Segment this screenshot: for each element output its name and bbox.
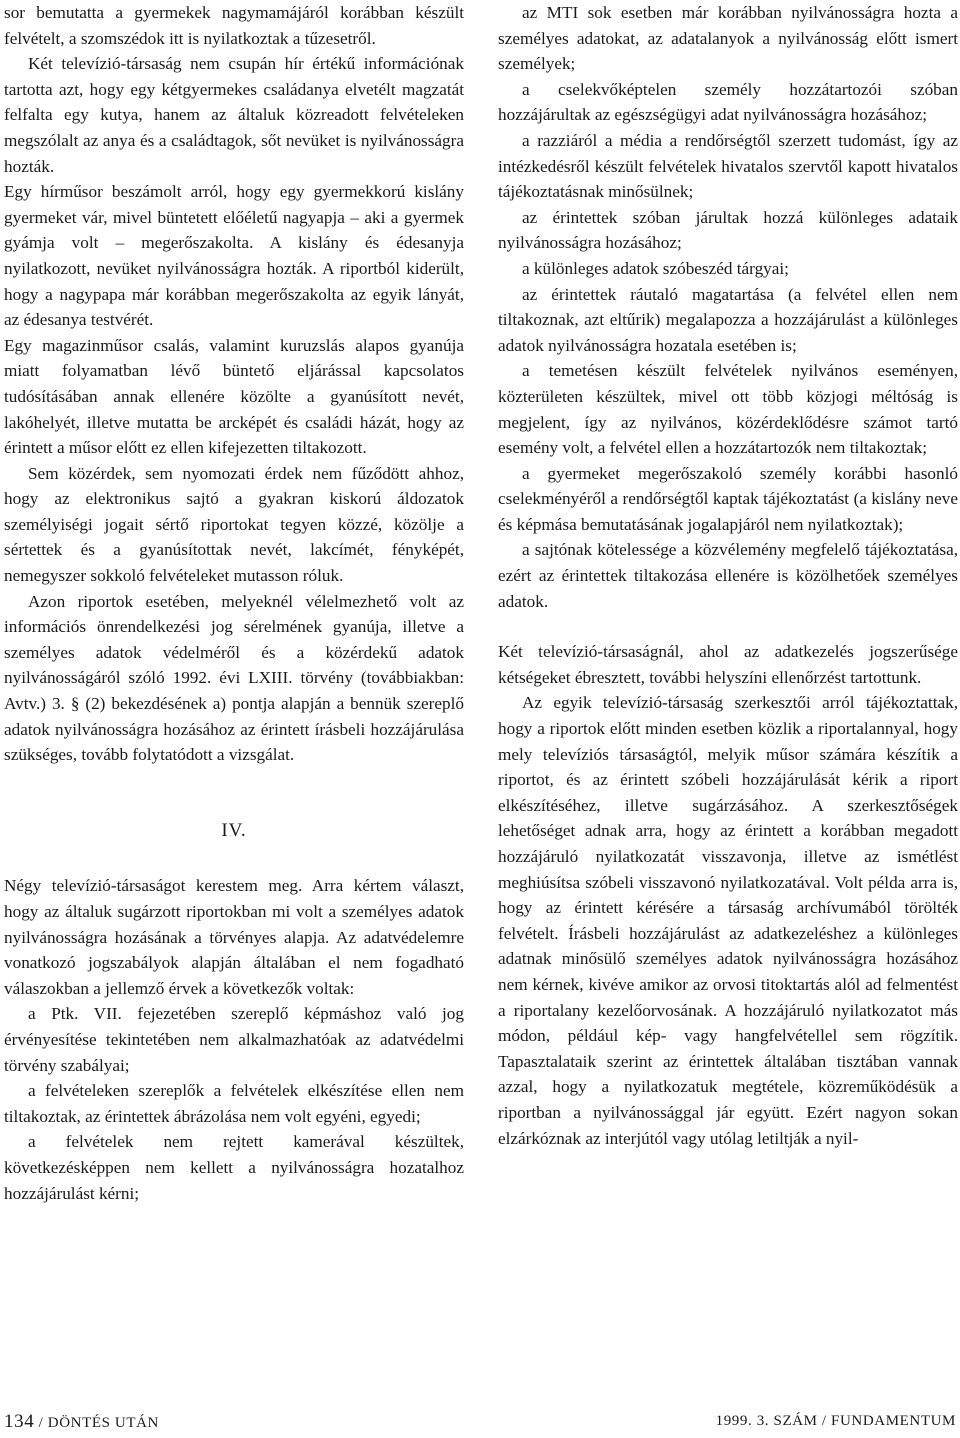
list-item: a sajtónak kötelessége a közvélemény megfelelő tájékoztatása, ezért az érintettek tiltakozása ellenére is közölhetőek személyes adatok. <box>498 540 958 611</box>
list-item: a felvételeken szereplők a felvételek elkészítése ellen nem tiltakoztak, az érintettek ábrázolása nem volt egyéni, egyedi; <box>4 1081 464 1126</box>
right-column <box>498 0 958 1151</box>
journal-issue-label: 1999. 3. SZÁM / FUNDAMENTUM <box>715 1413 956 1429</box>
paragraph: Egy hírműsor beszámolt arról, hogy egy gyermekkorú kislány gyermeket vár, mivel büntetett előéletű nagyapja – aki a gyermek gyámja volt – megerőszakolta. A kislány és édesanyja nyilatkozott, nevüket nyilvánosságra hozták. A riportból kiderült, hogy a nagypapa már korábban megerőszakolta az egyik lányát, az édesanya testvérét. <box>4 182 464 330</box>
paragraph: Négy televízió-társaságot kerestem meg. Arra kértem választ, hogy az általuk sugárzott riportokban mi volt a személyes adatok nyilvánosságra hozásának a törvényes alapja. Az adatvédelemre vonatkozó jogszabályok alapján általában el nem fogadható válaszokban a jellemző érvek a következők voltak: <box>4 876 464 998</box>
left-column <box>4 0 464 1206</box>
list-item: a temetésen készült felvételek nyilvános eseményen, közterületen készültek, mivel ott több közjogi méltóság is megjelent, így az nyilvános, közérdeklődésre számot tartó esemény volt, a felvétel ellen a hozzátartozók nem tiltakoztak; <box>498 361 958 458</box>
list-item: az érintettek szóban járultak hozzá különleges adataik nyilvánosságra hozásához; <box>498 207 958 253</box>
section-heading: IV. <box>221 819 247 841</box>
paragraph: Két televízió-társaságnál, ahol az adatkezelés jogszerűsége kétségeket ébresztett, további helyszíni ellenőrzést tartottunk. <box>498 642 958 687</box>
list-item: a gyermeket megerőszakoló személy korábbi hasonló cselekményéről a rendőrségtől kaptak tájékoztatást (a kislány neve és képmása bemutatásának jogalapjáról nem nyilatkoztak); <box>498 463 958 534</box>
paragraph: sor bemutatta a gyermekek nagymamájáról korábban készült felvételt, a szomszédok itt is nyilatkoztak a tűzesetről. <box>4 3 464 48</box>
list-item: a különleges adatok szóbeszéd tárgyai; <box>522 258 789 278</box>
list-item: a razziáról a média a rendőrségtől szerzett tudomást, így az intézkedésről készült felvételek hivatalos szervtől kapott hivatalos tájékoztatásnak minősülnek; <box>498 130 958 202</box>
list-item: a cselekvőképtelen személy hozzátartozói szóban hozzájárultak az egészségügyi adat nyilvánosságra hozásához; <box>498 79 958 125</box>
paragraph: Sem közérdek, sem nyomozati érdek nem fűződött ahhoz, hogy az elektronikus sajtó a gyakran kiskorú áldozatok személyiségi jogait sértő riportokat tegyen közzé, közölje a sértettek és a gyanúsítottak nevét, lakcímét, fényképét, nemegyszer sokkoló felvételeket mutasson róluk. <box>4 463 464 586</box>
paragraph: Egy magazinműsor csalás, valamint kuruzslás alapos gyanúja miatt folyamatban lévő büntető eljárással kapcsolatos tudósításában annak ellenére közölte a gyanúsított nevét, lakóhelyét, illetve mutatta be arcképét és családi házát, hogy az érintett a műsor előtt ez ellen kifejezetten tiltakozott. <box>4 335 464 458</box>
paragraph: Azon riportok esetében, melyeknél vélelmezhető volt az információs önrendelkezési jog sérelmének gyanúja, illetve a személyes adatok védelméről és a közérdekű adatok nyilvánosságáról szóló 1992. évi LXIII. törvény (továbbiakban: Avtv.) 3. § (2) bekezdésének a) pontja alapján a bennük szereplő adatok nyilvánosságra hozásához az érintett írásbeli hozzájárulása szükséges, tovább folytatódott a vizsgálat. <box>4 591 464 765</box>
section-label: / DÖNTÉS UTÁN <box>38 1415 159 1431</box>
footer-left <box>4 1411 159 1433</box>
list-item: a felvételek nem rejtett kamerával készültek, következésképpen nem kellett a nyilvánosságra hozatalhoz hozzájárulást kérni; <box>4 1132 464 1203</box>
paragraph: Az egyik televízió-társaság szerkesztői arról tájékoztattak, hogy a riportok előtt minden esetben közlik a riportalannyal, hogy mely televíziós társaságtól, melyik műsor számára készítik a riportot, és az érintett szóbeli hozzájárulását kérik a riport elkészítéséhez, illetve sugárzásához. A szerkesztőségek lehetőséget adnak arra, hogy az érintett a korábban megadott hozzájáruló nyilatkozatát visszavonja, illetve az ismétlést meghiúsítsa szóbeli visszavonó nyilatkozatával. Volt példa arra is, hogy az érintett kérésére a társaság archívumából törölték felvételt. Írásbeli hozzájárulást az adatkezeléshez a különleges adatnak minősülő személyes adatok nyilvánosságra hozásához nem kérnek, kivéve amikor az orvosi titoktartás alól ad felmentést a riportalany kezelőorvosának. A hozzájáruló nyilatkozatot más módon, például kép- vagy hangfelvétellel sem rögzítik. Tapasztalataik szerint az érintettek általában tisztában vannak azzal, hogy a nyilatkozatuk megtétele, közreműködésük a riportban a nyilvánossággal jár együtt. Ezért nagyon sokan elzárkóznak az interjútól vagy utólag letiltják a nyil- <box>498 693 958 1148</box>
page-number: 134 <box>4 1411 35 1432</box>
list-item: az érintettek ráutaló magatartása (a felvétel ellen nem tiltakoznak, azt eltűrik) megalapozza a hozzájárulást a különleges adatok nyilvánosságra hozatala esetében is; <box>498 284 958 355</box>
page-footer <box>0 1411 960 1435</box>
paragraph: Két televízió-társaság nem csupán hír értékű információnak tartotta azt, hogy egy kétgyermekes családanya elvetélt magzatát felfalta egy kutya, hanem az általuk közreadott felvételeken megszólalt az anya és a családtagok, sőt nevüket is nyilvánosságra hozták. <box>4 54 464 176</box>
list-item: a Ptk. VII. fejezetében szereplő képmáshoz való jog érvényesítése tekintetében nem alkalmazhatóak az adatvédelmi törvény szabályai; <box>4 1004 464 1075</box>
list-item: az MTI sok esetben már korábban nyilvánosságra hozta a személyes adatokat, az adatalanyok a nyilvánosság előtt ismert személyek; <box>498 3 958 74</box>
